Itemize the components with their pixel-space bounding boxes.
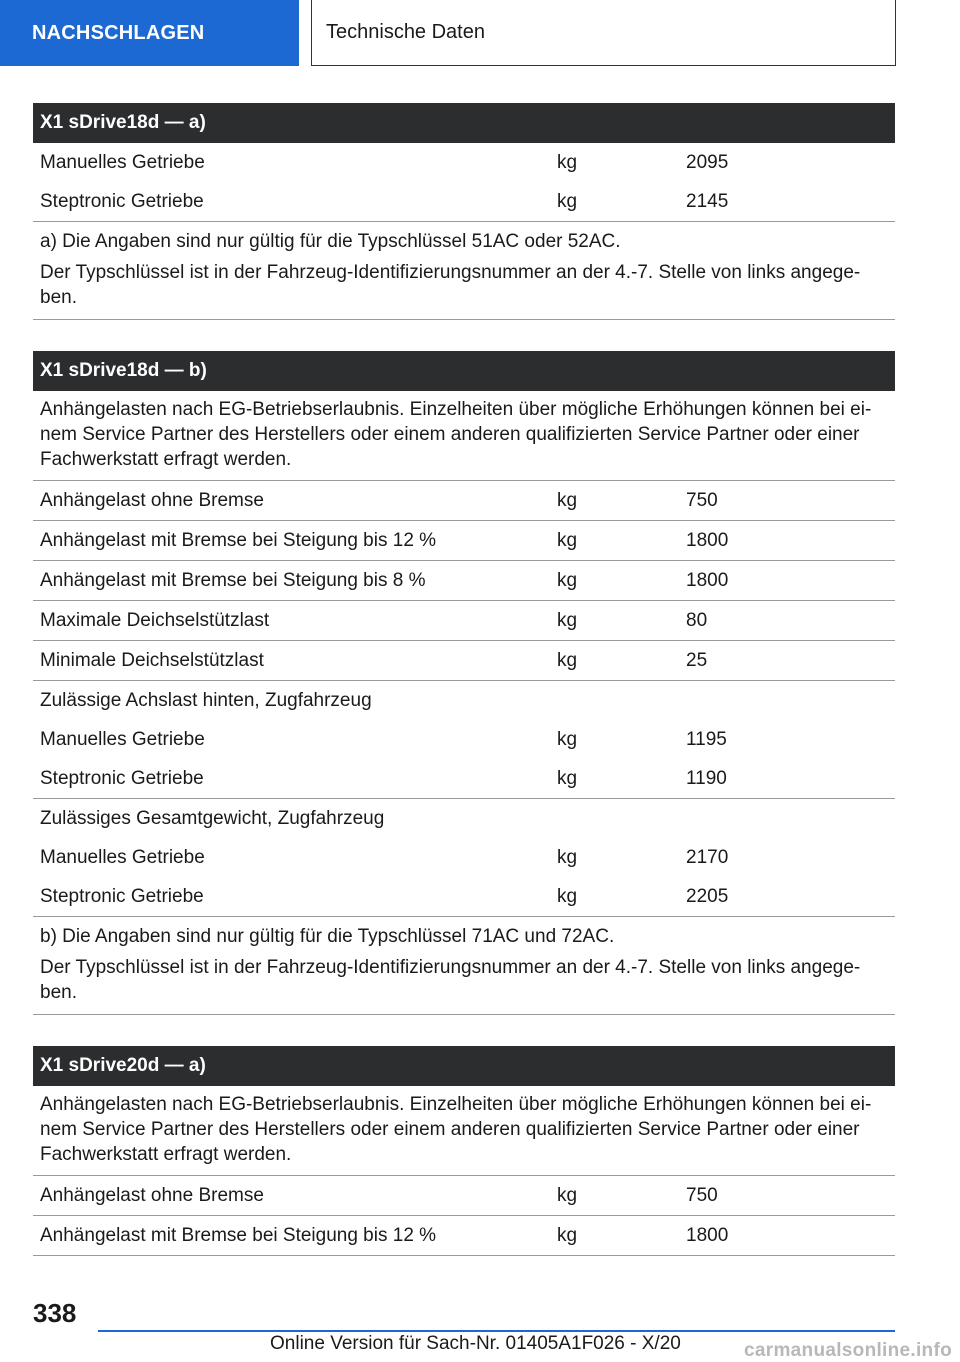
section-title: Technische Daten [311, 0, 896, 66]
spec-table-2 [33, 351, 895, 1015]
table-row [33, 182, 895, 222]
row-value: 80 [686, 609, 708, 631]
row-label: Manuelles Getriebe [40, 728, 205, 750]
row-value: 1195 [686, 728, 727, 750]
row-value: 1800 [686, 569, 729, 591]
row-unit: kg [557, 1184, 578, 1206]
content [33, 103, 895, 1287]
row-unit: kg [557, 1224, 578, 1246]
group-heading-label: Zulässige Achslast hinten, Zugfahrzeug [40, 689, 372, 711]
table-description: Anhängelasten nach EG-Betriebserlaubnis. Einzelheiten über mögliche Erhöhungen können bei ei-nem Service Partner des Herstellers oder einem anderen qualifizierten Service Partner oder einer Fachwerkstatt erfragt werden. [33, 391, 895, 481]
watermark: carmanualsonline.info [744, 1340, 952, 1361]
online-version-link[interactable]: Online Version für Sach-Nr. 01405A1F026 - X/20 [270, 1333, 681, 1354]
row-value: 750 [686, 489, 718, 511]
table-footnote [33, 917, 895, 1015]
spec-table-3 [33, 1046, 895, 1256]
table-title: X1 sDrive18d — a) [33, 103, 895, 143]
row-label: Steptronic Getriebe [40, 767, 204, 789]
row-value: 25 [686, 649, 708, 671]
row-unit: kg [557, 529, 578, 551]
table-row [33, 143, 895, 182]
row-value: 2170 [686, 846, 729, 868]
table-description: Anhängelasten nach EG-Betriebserlaubnis. Einzelheiten über mögliche Erhöhungen können bei ei-nem Service Partner des Herstellers oder einem anderen qualifizierten Service Partner oder einer Fachwerkstatt erfragt werden. [33, 1086, 895, 1176]
row-value: 2205 [686, 885, 729, 907]
table-row [33, 601, 895, 641]
row-label: Anhängelast mit Bremse bei Steigung bis 12 % [40, 1224, 437, 1246]
spec-table-1 [33, 103, 895, 320]
row-unit: kg [557, 728, 578, 750]
table-title: X1 sDrive20d — a) [33, 1046, 895, 1086]
table-title: X1 sDrive18d — b) [33, 351, 895, 391]
row-unit: kg [557, 767, 578, 789]
footnote-line: Der Typschlüssel ist in der Fahrzeug-Identifizierungsnummer an der 4.-7. Stelle von links angege-ben. [40, 957, 861, 1003]
row-label: Anhängelast mit Bremse bei Steigung bis 12 % [40, 529, 437, 551]
row-unit: kg [557, 151, 578, 173]
group-heading-label: Zulässiges Gesamtgewicht, Zugfahrzeug [40, 807, 385, 829]
row-unit: kg [557, 885, 578, 907]
row-unit: kg [557, 190, 578, 212]
table-row [33, 1216, 895, 1256]
row-value: 2095 [686, 151, 729, 173]
footer-divider [98, 1330, 895, 1332]
row-label: Anhängelast ohne Bremse [40, 489, 264, 511]
row-label: Steptronic Getriebe [40, 885, 204, 907]
row-unit: kg [557, 846, 578, 868]
row-label: Manuelles Getriebe [40, 846, 205, 868]
table-row [33, 1176, 895, 1216]
row-label: Anhängelast mit Bremse bei Steigung bis 8 % [40, 569, 426, 591]
row-unit: kg [557, 609, 578, 631]
row-value: 1190 [686, 767, 727, 789]
row-unit: kg [557, 489, 578, 511]
footnote-line: Der Typschlüssel ist in der Fahrzeug-Identifizierungsnummer an der 4.-7. Stelle von links angege-ben. [40, 262, 861, 308]
table-row [33, 877, 895, 917]
table-row [33, 561, 895, 601]
row-value: 2145 [686, 190, 729, 212]
row-value: 1800 [686, 529, 729, 551]
footnote-line: b) Die Angaben sind nur gültig für die Typschlüssel 71AC und 72AC. [40, 926, 615, 947]
page-header [0, 0, 960, 66]
row-value: 750 [686, 1184, 718, 1206]
page-number: 338 [33, 1298, 77, 1328]
table-row [33, 759, 895, 799]
row-unit: kg [557, 649, 578, 671]
table-row [33, 641, 895, 681]
footnote-line: a) Die Angaben sind nur gültig für die Typschlüssel 51AC oder 52AC. [40, 231, 621, 252]
row-label: Minimale Deichselstützlast [40, 649, 264, 671]
group-heading [33, 799, 895, 838]
group-heading [33, 681, 895, 720]
table-footnote [33, 222, 895, 320]
table-row [33, 481, 895, 521]
row-value: 1800 [686, 1224, 729, 1246]
row-label: Maximale Deichselstützlast [40, 609, 270, 631]
row-label: Manuelles Getriebe [40, 151, 205, 173]
row-unit: kg [557, 569, 578, 591]
table-row [33, 838, 895, 877]
table-row [33, 720, 895, 759]
table-row [33, 521, 895, 561]
row-label: Anhängelast ohne Bremse [40, 1184, 264, 1206]
row-label: Steptronic Getriebe [40, 190, 204, 212]
nav-tab-nachschlagen[interactable]: NACHSCHLAGEN [0, 0, 299, 66]
